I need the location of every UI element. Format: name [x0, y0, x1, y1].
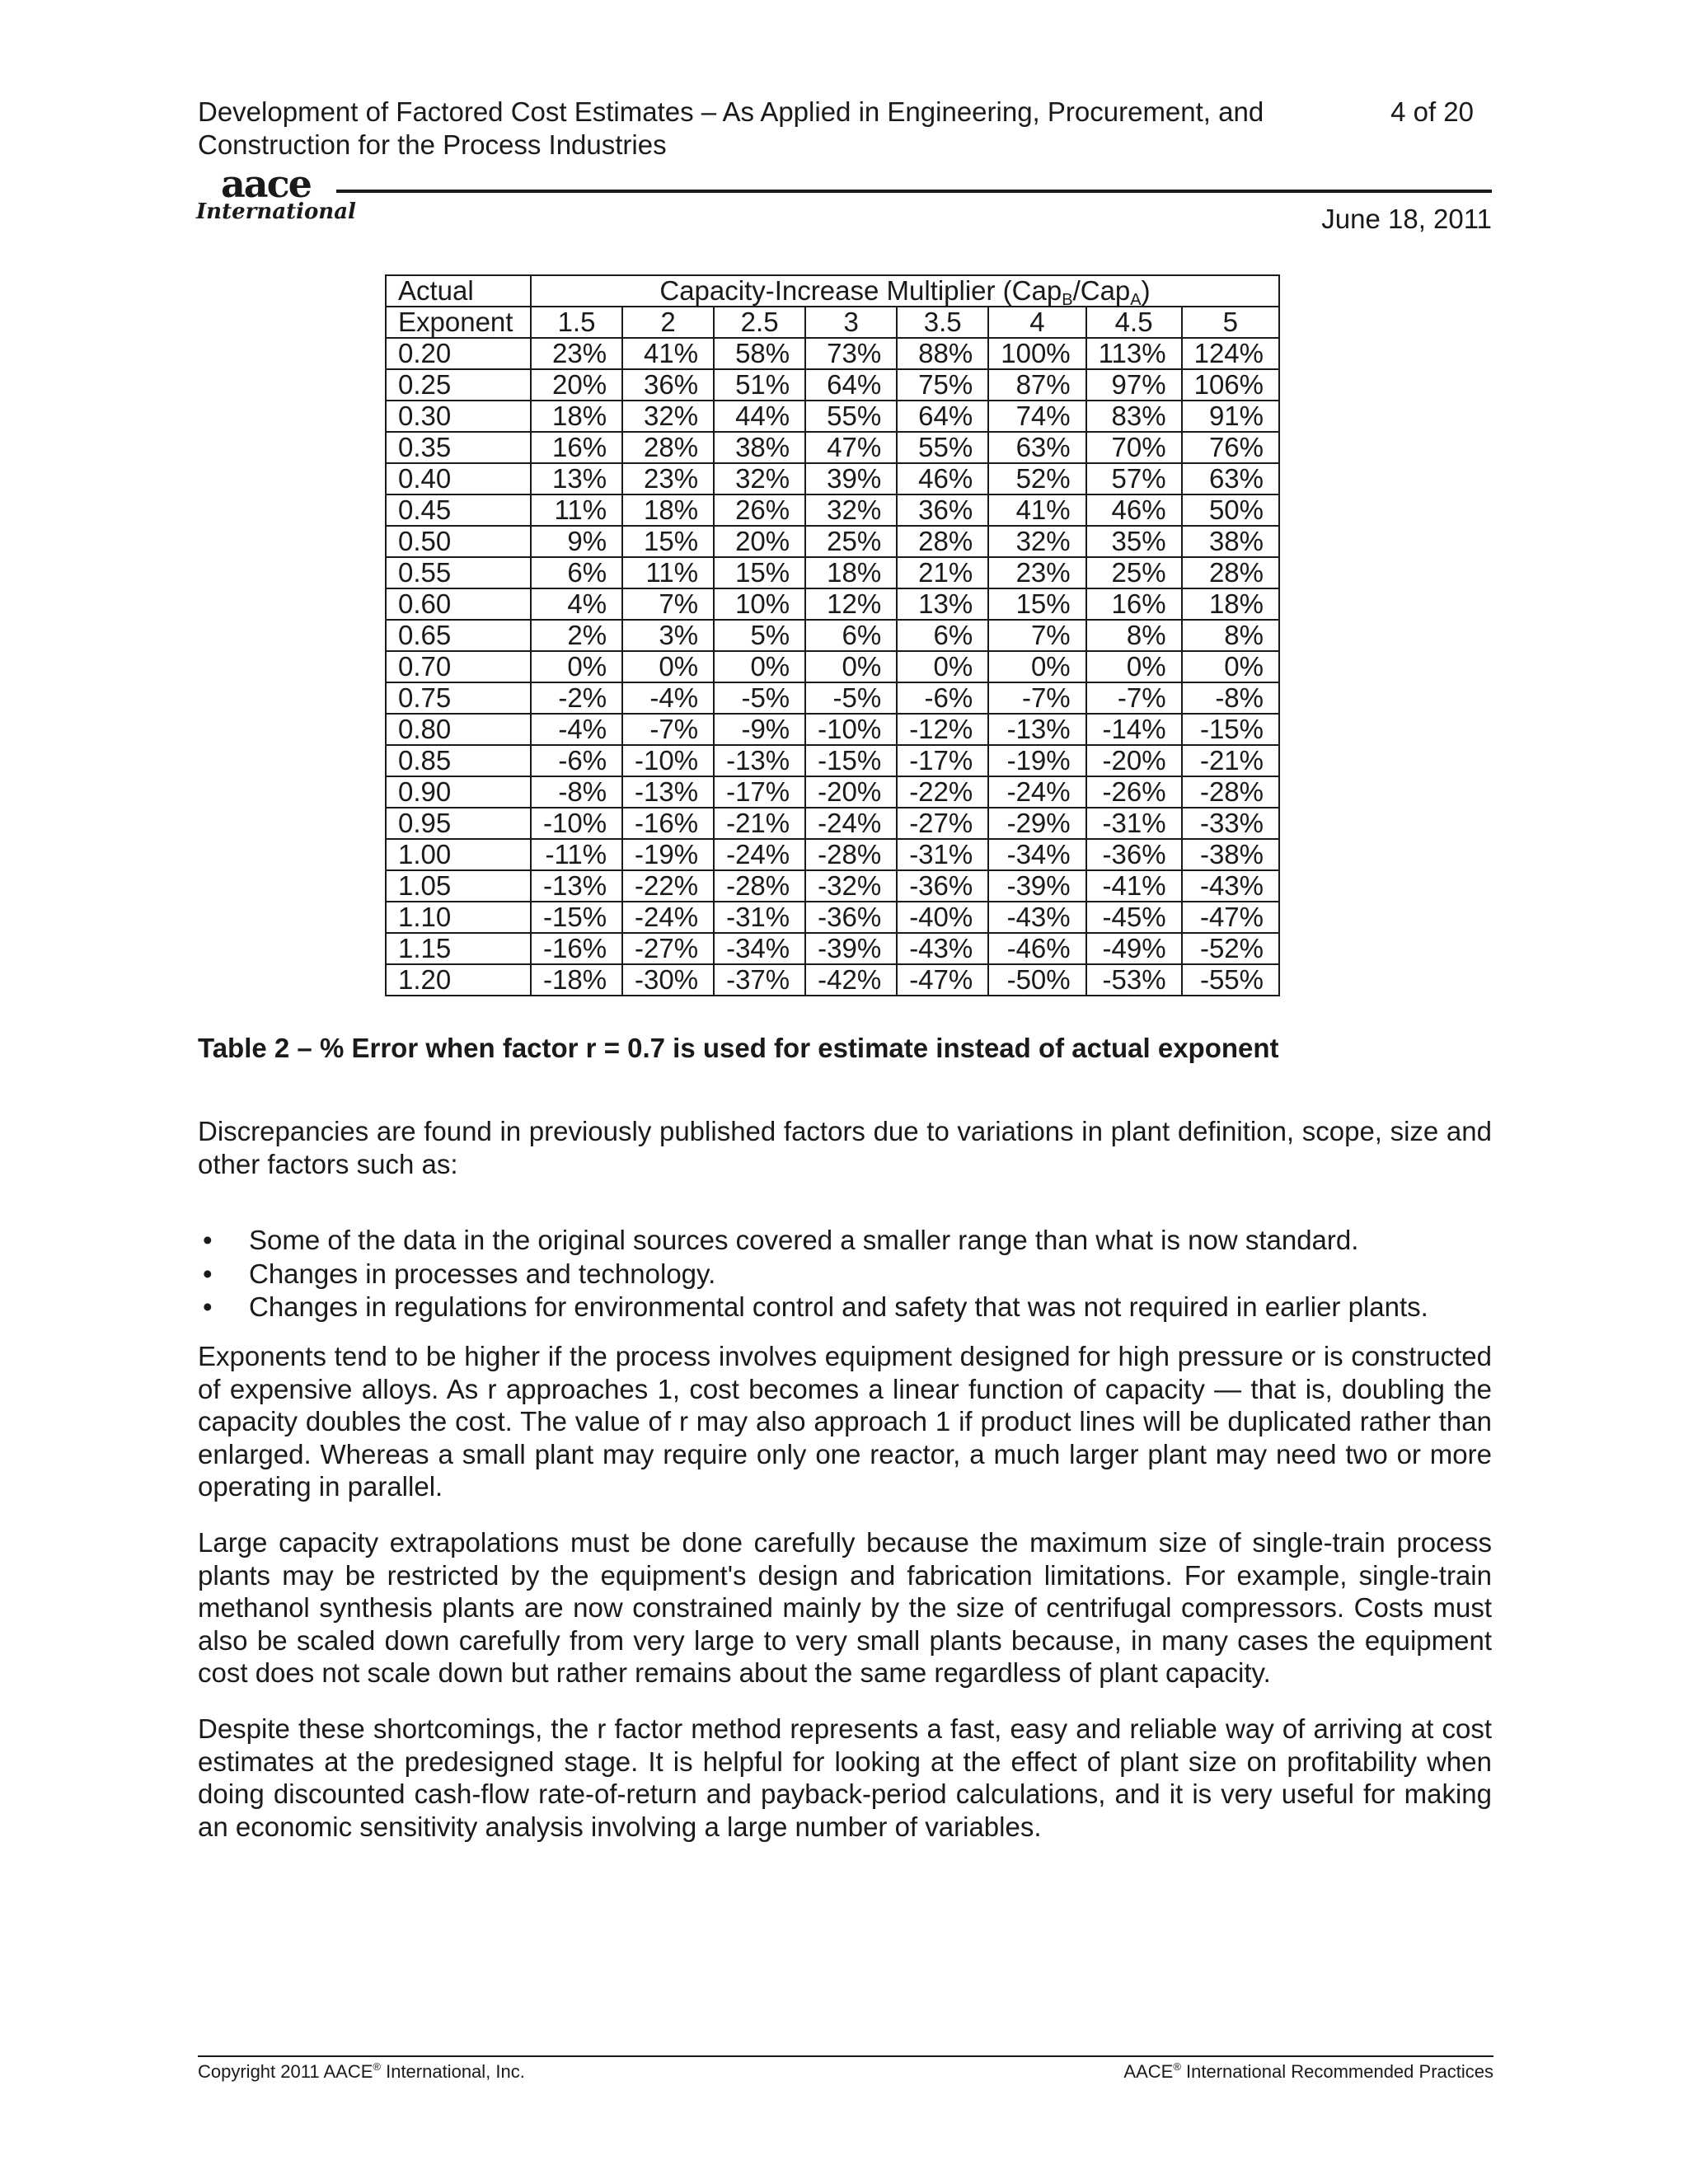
error-cell: -43%	[1182, 870, 1279, 902]
error-cell: -24%	[805, 808, 897, 839]
table-row	[386, 964, 1279, 996]
error-cell: 46%	[897, 463, 988, 494]
error-cell: -36%	[897, 870, 988, 902]
error-cell: 16%	[1086, 588, 1182, 620]
error-cell: 12%	[805, 588, 897, 620]
bullet-item: • Changes in regulations for environmental control and safety that was not required in earlier plants.	[198, 1291, 1492, 1324]
error-cell: -17%	[897, 745, 988, 776]
error-cell: 41%	[988, 494, 1085, 526]
error-cell: -16%	[622, 808, 714, 839]
error-cell: 13%	[531, 463, 622, 494]
error-cell: -30%	[622, 964, 714, 996]
error-cell: 73%	[805, 338, 897, 369]
error-cell: -49%	[1086, 933, 1182, 964]
error-cell: -10%	[622, 745, 714, 776]
error-cell: 18%	[805, 557, 897, 588]
error-cell: 124%	[1182, 338, 1279, 369]
error-cell: 0%	[805, 651, 897, 682]
error-cell: 21%	[897, 557, 988, 588]
error-cell: 7%	[622, 588, 714, 620]
exponent-cell: 0.65	[386, 620, 531, 651]
error-cell: -47%	[897, 964, 988, 996]
error-cell: 32%	[622, 401, 714, 432]
error-cell: 20%	[531, 369, 622, 401]
bullet-list	[198, 1224, 1492, 1324]
header-divider	[336, 190, 1492, 193]
error-cell: -17%	[714, 776, 805, 808]
error-cell: 91%	[1182, 401, 1279, 432]
error-cell: -12%	[897, 714, 988, 745]
footer-series: AACE® International Recommended Practices	[1123, 2060, 1493, 2082]
exponent-cell: 0.20	[386, 338, 531, 369]
error-cell: -34%	[988, 839, 1085, 870]
error-cell: 0%	[897, 651, 988, 682]
table-caption: Table 2 – % Error when factor r = 0.7 is used for estimate instead of actual exponent	[198, 1033, 1279, 1063]
error-cell: -14%	[1086, 714, 1182, 745]
error-cell: -31%	[897, 839, 988, 870]
error-cell: -40%	[897, 902, 988, 933]
error-cell: 50%	[1182, 494, 1279, 526]
exponent-cell: 0.60	[386, 588, 531, 620]
error-cell: 18%	[622, 494, 714, 526]
error-cell: -10%	[805, 714, 897, 745]
error-cell: -21%	[1182, 745, 1279, 776]
error-cell: 13%	[897, 588, 988, 620]
error-cell: -22%	[622, 870, 714, 902]
error-cell: -16%	[531, 933, 622, 964]
exponent-cell: 1.10	[386, 902, 531, 933]
exponent-cell: 0.75	[386, 682, 531, 714]
error-cell: -47%	[1182, 902, 1279, 933]
error-cell: -50%	[988, 964, 1085, 996]
error-cell: -10%	[531, 808, 622, 839]
exponent-cell: 0.50	[386, 526, 531, 557]
error-cell: -41%	[1086, 870, 1182, 902]
document-title	[198, 96, 1335, 162]
error-cell: -11%	[531, 839, 622, 870]
error-cell: 18%	[531, 401, 622, 432]
column-header: 2.5	[714, 307, 805, 338]
multiplier-header-mid: /Cap	[1072, 275, 1131, 306]
error-cell: -46%	[988, 933, 1085, 964]
error-cell: 51%	[714, 369, 805, 401]
error-cell: 57%	[1086, 463, 1182, 494]
error-cell: -53%	[1086, 964, 1182, 996]
error-cell: 38%	[714, 432, 805, 463]
error-cell: -24%	[988, 776, 1085, 808]
exponent-cell: 0.25	[386, 369, 531, 401]
error-cell: 35%	[1086, 526, 1182, 557]
column-header: 5	[1182, 307, 1279, 338]
error-cell: 55%	[805, 401, 897, 432]
error-cell: 6%	[805, 620, 897, 651]
error-cell: -9%	[714, 714, 805, 745]
document-date: June 18, 2011	[1321, 204, 1492, 234]
error-cell: 10%	[714, 588, 805, 620]
error-cell: -5%	[805, 682, 897, 714]
multiplier-header-sub-a: A	[1130, 291, 1142, 309]
error-cell: -8%	[1182, 682, 1279, 714]
table-row	[386, 620, 1279, 651]
error-cell: -2%	[531, 682, 622, 714]
exponent-cell: 0.70	[386, 651, 531, 682]
error-cell: 28%	[622, 432, 714, 463]
multiplier-group-header	[531, 275, 1279, 307]
error-cell: 70%	[1086, 432, 1182, 463]
bullet-icon: •	[203, 1225, 213, 1255]
exponent-cell: 0.95	[386, 808, 531, 839]
column-header: 4	[988, 307, 1085, 338]
footer-divider	[198, 2055, 1493, 2057]
error-cell: -37%	[714, 964, 805, 996]
table-row	[386, 651, 1279, 682]
error-cell: -7%	[1086, 682, 1182, 714]
error-cell: 36%	[897, 494, 988, 526]
error-cell: -20%	[805, 776, 897, 808]
error-cell: 6%	[531, 557, 622, 588]
error-cell: 39%	[805, 463, 897, 494]
error-cell: 20%	[714, 526, 805, 557]
column-header: 3	[805, 307, 897, 338]
error-cell: -33%	[1182, 808, 1279, 839]
error-cell: -20%	[1086, 745, 1182, 776]
error-cell: 87%	[988, 369, 1085, 401]
table-row	[386, 682, 1279, 714]
error-cell: -24%	[622, 902, 714, 933]
corner-header-top: Actual	[386, 275, 531, 307]
exponent-cell: 1.20	[386, 964, 531, 996]
exponent-cell: 1.15	[386, 933, 531, 964]
error-cell: -8%	[531, 776, 622, 808]
table-row	[386, 463, 1279, 494]
bullet-icon: •	[203, 1258, 213, 1289]
error-cell: 83%	[1086, 401, 1182, 432]
error-cell: -6%	[897, 682, 988, 714]
bullet-item: • Changes in processes and technology.	[198, 1258, 1492, 1291]
error-cell: -13%	[988, 714, 1085, 745]
error-cell: -32%	[805, 870, 897, 902]
error-cell: 64%	[805, 369, 897, 401]
table-header-row	[386, 275, 1279, 307]
error-cell: -13%	[714, 745, 805, 776]
multiplier-header-end: )	[1141, 275, 1151, 306]
error-cell: 23%	[622, 463, 714, 494]
error-cell: -19%	[988, 745, 1085, 776]
error-cell: 63%	[988, 432, 1085, 463]
error-cell: -39%	[988, 870, 1085, 902]
error-cell: 25%	[1086, 557, 1182, 588]
document-title-line2: Construction for the Process Industries	[198, 129, 667, 160]
error-cell: 44%	[714, 401, 805, 432]
error-cell: 58%	[714, 338, 805, 369]
exponent-cell: 1.00	[386, 839, 531, 870]
error-cell: -34%	[714, 933, 805, 964]
error-cell: -15%	[805, 745, 897, 776]
table-row	[386, 808, 1279, 839]
error-cell: 0%	[531, 651, 622, 682]
error-cell: -5%	[714, 682, 805, 714]
bullet-item: • Some of the data in the original sources covered a smaller range than what is now standard.	[198, 1224, 1492, 1258]
column-header: 4.5	[1086, 307, 1182, 338]
table-row	[386, 432, 1279, 463]
error-cell: 0%	[988, 651, 1085, 682]
table-row	[386, 839, 1279, 870]
table-row	[386, 745, 1279, 776]
page-number: 4 of 20	[1390, 96, 1474, 127]
error-cell: -21%	[714, 808, 805, 839]
paragraph-exponents: Exponents tend to be higher if the process involves equipment designed for high pressure or is constructed of expensive alloys. As r approaches 1, cost becomes a linear function of capacity — that is, doubling the capacity doubles the cost. The value of r may also approach 1 if product lines will be duplicated rather than enlarged. Whereas a small plant may require only one reactor, a much larger plant may need two or more operating in parallel.	[198, 1341, 1492, 1502]
error-cell: 15%	[714, 557, 805, 588]
error-cell: 106%	[1182, 369, 1279, 401]
error-cell: 11%	[622, 557, 714, 588]
error-cell: -28%	[714, 870, 805, 902]
error-cell: -52%	[1182, 933, 1279, 964]
error-cell: -31%	[1086, 808, 1182, 839]
error-cell: -7%	[988, 682, 1085, 714]
error-cell: 3%	[622, 620, 714, 651]
error-cell: -15%	[1182, 714, 1279, 745]
error-cell: -13%	[622, 776, 714, 808]
error-cell: -19%	[622, 839, 714, 870]
paragraph-shortcomings: Despite these shortcomings, the r factor method represents a fast, easy and reliable way of arriving at cost estimates at the predesigned stage. It is helpful for looking at the effect of plant size on profitability when doing discounted cash-flow rate-of-return and payback-period calculations, and it is very useful for making an economic sensitivity analysis involving a large number of variables.	[198, 1713, 1492, 1842]
error-cell: -39%	[805, 933, 897, 964]
exponent-cell: 0.80	[386, 714, 531, 745]
error-cell: -36%	[1086, 839, 1182, 870]
error-cell: -43%	[988, 902, 1085, 933]
error-cell: 16%	[531, 432, 622, 463]
error-cell: -4%	[622, 682, 714, 714]
error-cell: 9%	[531, 526, 622, 557]
corner-header-bottom: Exponent	[386, 307, 531, 338]
error-cell: 64%	[897, 401, 988, 432]
error-cell: 32%	[805, 494, 897, 526]
error-cell: 11%	[531, 494, 622, 526]
error-cell: 5%	[714, 620, 805, 651]
error-cell: 28%	[1182, 557, 1279, 588]
error-cell: -18%	[531, 964, 622, 996]
error-cell: 113%	[1086, 338, 1182, 369]
error-cell: 15%	[622, 526, 714, 557]
error-cell: 23%	[531, 338, 622, 369]
error-cell: 97%	[1086, 369, 1182, 401]
bullet-icon: •	[203, 1291, 213, 1322]
column-header: 3.5	[897, 307, 988, 338]
exponent-cell: 0.30	[386, 401, 531, 432]
error-cell: 75%	[897, 369, 988, 401]
error-cell: -55%	[1182, 964, 1279, 996]
table-row	[386, 401, 1279, 432]
error-cell: 55%	[897, 432, 988, 463]
table-row	[386, 369, 1279, 401]
error-cell: 100%	[988, 338, 1085, 369]
error-cell: 32%	[988, 526, 1085, 557]
column-header-row	[386, 307, 1279, 338]
error-cell: -28%	[805, 839, 897, 870]
error-cell: -6%	[531, 745, 622, 776]
error-cell: -7%	[622, 714, 714, 745]
table-row	[386, 933, 1279, 964]
error-cell: 2%	[531, 620, 622, 651]
exponent-cell: 0.55	[386, 557, 531, 588]
error-cell: -4%	[531, 714, 622, 745]
error-table	[385, 274, 1280, 996]
error-cell: -27%	[897, 808, 988, 839]
error-cell: 8%	[1086, 620, 1182, 651]
error-cell: 38%	[1182, 526, 1279, 557]
footer-copyright: Copyright 2011 AACE® International, Inc.	[198, 2060, 525, 2082]
table-row	[386, 714, 1279, 745]
multiplier-header-sub-b: B	[1062, 291, 1073, 309]
error-cell: -27%	[622, 933, 714, 964]
error-cell: 88%	[897, 338, 988, 369]
error-cell: 8%	[1182, 620, 1279, 651]
error-cell: -24%	[714, 839, 805, 870]
intro-paragraph: Discrepancies are found in previously published factors due to variations in plant definition, scope, size and other factors such as:	[198, 1116, 1492, 1179]
error-cell: -31%	[714, 902, 805, 933]
column-header: 2	[622, 307, 714, 338]
table-row	[386, 870, 1279, 902]
error-cell: 32%	[714, 463, 805, 494]
error-cell: -43%	[897, 933, 988, 964]
error-cell: -36%	[805, 902, 897, 933]
error-cell: 63%	[1182, 463, 1279, 494]
error-cell: 52%	[988, 463, 1085, 494]
error-cell: 26%	[714, 494, 805, 526]
exponent-cell: 1.05	[386, 870, 531, 902]
error-cell: -13%	[531, 870, 622, 902]
error-cell: -26%	[1086, 776, 1182, 808]
error-cell: 0%	[622, 651, 714, 682]
aace-logo	[196, 162, 356, 231]
error-cell: 23%	[988, 557, 1085, 588]
error-cell: 46%	[1086, 494, 1182, 526]
table-row	[386, 588, 1279, 620]
paragraph-extrapolations: Large capacity extrapolations must be done carefully because the maximum size of single-train process plants may be restricted by the equipment's design and fabrication limitations. For example, single-train methanol synthesis plants are now constrained mainly by the size of centrifugal compressors. Costs must also be scaled down carefully from very large to very small plants because, in many cases the equipment cost does not scale down but rather remains about the same regardless of plant capacity.	[198, 1527, 1492, 1688]
error-cell: 0%	[1182, 651, 1279, 682]
table-row	[386, 776, 1279, 808]
exponent-cell: 0.35	[386, 432, 531, 463]
error-cell: 15%	[988, 588, 1085, 620]
logo-subtitle: International	[196, 199, 356, 224]
table-row	[386, 494, 1279, 526]
error-cell: 41%	[622, 338, 714, 369]
exponent-cell: 0.90	[386, 776, 531, 808]
error-cell: -42%	[805, 964, 897, 996]
table-row	[386, 338, 1279, 369]
table-row	[386, 902, 1279, 933]
error-cell: -29%	[988, 808, 1085, 839]
error-cell: 25%	[805, 526, 897, 557]
exponent-cell: 0.45	[386, 494, 531, 526]
multiplier-header-main: Capacity-Increase Multiplier (Cap	[659, 275, 1062, 306]
exponent-cell: 0.85	[386, 745, 531, 776]
table-row	[386, 526, 1279, 557]
error-cell: 28%	[897, 526, 988, 557]
error-cell: 7%	[988, 620, 1085, 651]
exponent-cell: 0.40	[386, 463, 531, 494]
error-cell: -15%	[531, 902, 622, 933]
error-cell: -45%	[1086, 902, 1182, 933]
error-cell: -22%	[897, 776, 988, 808]
logo-mark: aace	[221, 162, 311, 206]
error-cell: 74%	[988, 401, 1085, 432]
error-cell: 4%	[531, 588, 622, 620]
table-row	[386, 557, 1279, 588]
error-cell: 0%	[1086, 651, 1182, 682]
error-cell: -28%	[1182, 776, 1279, 808]
error-cell: 76%	[1182, 432, 1279, 463]
error-cell: 6%	[897, 620, 988, 651]
error-cell: 47%	[805, 432, 897, 463]
document-title-line1: Development of Factored Cost Estimates – As Applied in Engineering, Procurement, and	[198, 96, 1264, 127]
error-cell: -38%	[1182, 839, 1279, 870]
column-header: 1.5	[531, 307, 622, 338]
error-cell: 0%	[714, 651, 805, 682]
error-cell: 18%	[1182, 588, 1279, 620]
error-cell: 36%	[622, 369, 714, 401]
